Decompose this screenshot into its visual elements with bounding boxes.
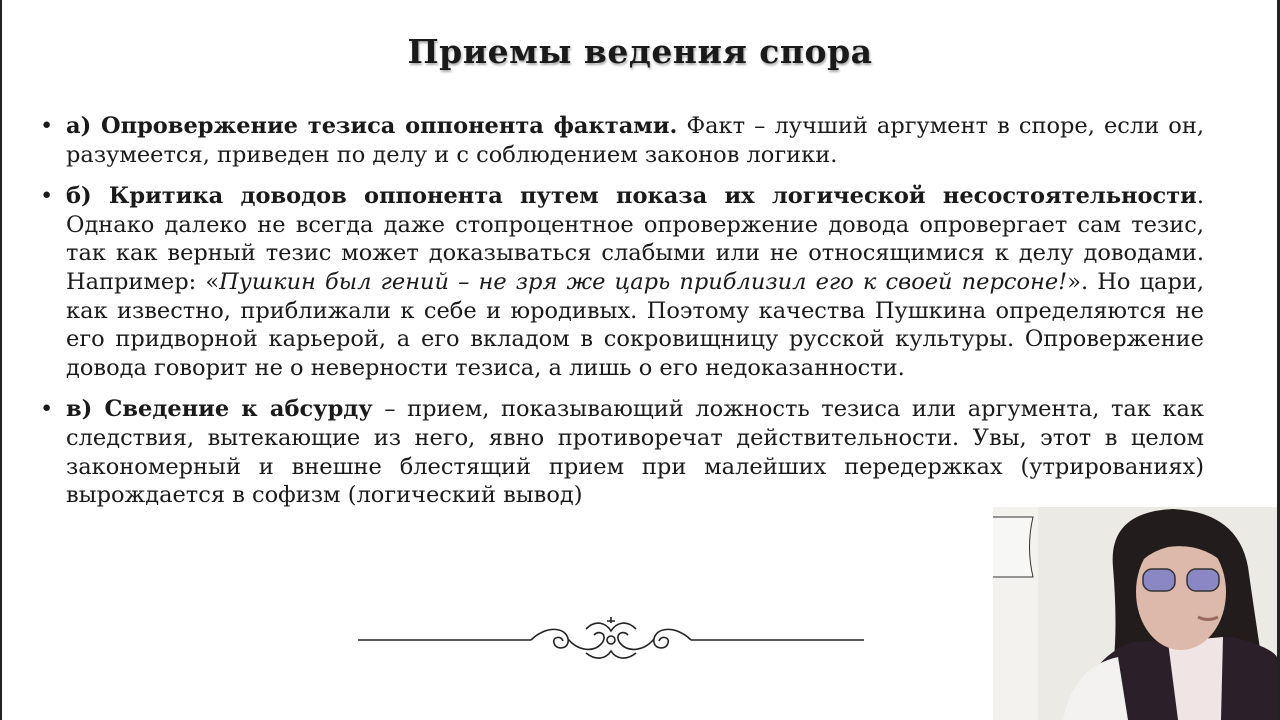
bullet-icon: • (40, 396, 54, 423)
item-quote: Пушкин был гений – не зря же царь приблизил его к своей персоне! (219, 268, 1068, 295)
bullet-list (40, 112, 1204, 523)
item-text: – прием, показывающий ложность тезиса или аргумента, так как следствия, вытекающие из него, явно противоречат действительности. Увы, этот в целом закономерный и внешне блестящий прием при малейших передержках (утрированиях) вырождается в софизм (логический вывод) (66, 396, 1204, 509)
item-label: б) Критика доводов оппонента путем показа их логической несостоятельности (66, 183, 1197, 210)
webcam-video-overlay (993, 507, 1277, 720)
list-item (40, 182, 1204, 382)
item-text-continued: ». Но цари, как известно, приближали к себе и юродивых. Поэтому качества Пушкина определяются не его придворной карьерой, а его вкладом в сокровищницу русской культуры. Опровержение довода говорит не о неверности тезиса, а лишь о его недоказанности. (66, 268, 1205, 381)
ornament-divider-icon (356, 615, 866, 665)
presenter-video-icon (993, 507, 1277, 720)
bullet-icon: • (40, 113, 54, 139)
item-text: Факт – лучший аргумент в споре, если он, разумеется, приведен по делу и с соблюдением законов логики. (66, 113, 1204, 168)
list-item (40, 112, 1204, 169)
list-item (40, 395, 1204, 509)
item-label: в) Сведение к абсурду (66, 396, 373, 423)
item-label: а) Опровержение тезиса оппонента фактами. (66, 113, 678, 139)
slide-title: Приемы ведения спора (407, 32, 873, 71)
item-text: . Однако далеко не всегда даже стопроцентное опровержение довода опровергает сам тезис, так как верный тезис может доказываться слабыми или не относящимися к делу доводами. Например: « (66, 183, 1204, 295)
bullet-icon: • (40, 183, 54, 210)
slide-border-left (0, 0, 2, 720)
